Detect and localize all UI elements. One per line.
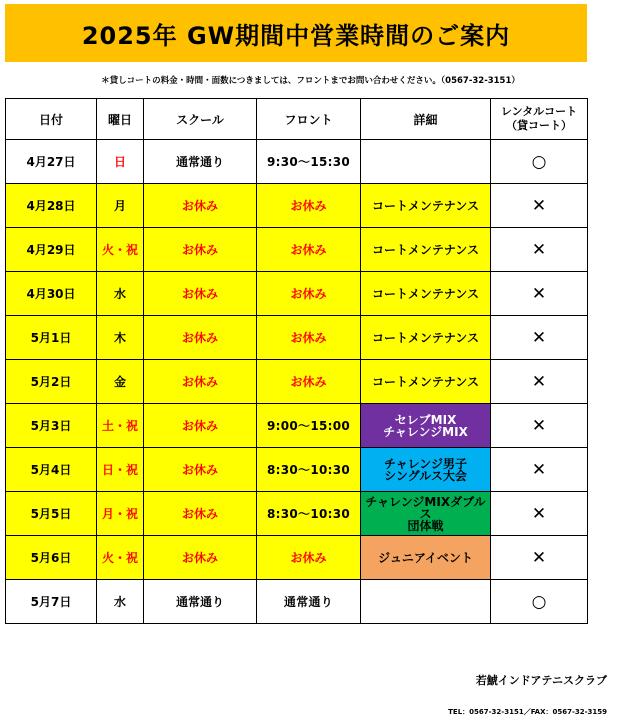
date-cell: 5月3日 xyxy=(6,404,97,448)
detail-line: チャレンジMIXダブルス xyxy=(365,494,486,521)
unavailable-cross-icon: ✕ xyxy=(531,239,547,260)
weekday-cell: 水 xyxy=(97,580,144,624)
weekday-cell: 月 xyxy=(97,184,144,228)
rental-court-cell xyxy=(491,228,588,272)
unavailable-cross-icon: ✕ xyxy=(531,195,547,216)
table-row xyxy=(6,448,588,492)
weekday-cell: 火・祝 xyxy=(97,536,144,580)
date-cell: 5月4日 xyxy=(6,448,97,492)
detail-line: セレブMIX xyxy=(394,412,457,427)
school-cell: お休み xyxy=(144,492,257,536)
rental-court-cell xyxy=(491,184,588,228)
rental-court-cell xyxy=(491,360,588,404)
school-cell: 通常通り xyxy=(144,140,257,184)
school-cell: お休み xyxy=(144,448,257,492)
front-cell: お休み xyxy=(257,536,361,580)
header-school: スクール xyxy=(144,99,257,140)
rental-court-cell xyxy=(491,492,588,536)
contact-tel-fax: TEL：0567-32-3151／FAX：0567-32-3159 xyxy=(448,708,607,716)
header-weekday: 曜日 xyxy=(97,99,144,140)
school-cell: お休み xyxy=(144,536,257,580)
school-cell: お休み xyxy=(144,316,257,360)
front-cell: 8:30～10:30 xyxy=(257,448,361,492)
header-rental-line1: レンタルコート xyxy=(500,105,578,118)
rental-court-cell xyxy=(491,580,588,624)
date-cell: 5月6日 xyxy=(6,536,97,580)
detail-cell xyxy=(361,404,491,448)
detail-line: コートメンテナンス xyxy=(372,242,479,257)
table-row xyxy=(6,360,588,404)
detail-line: コートメンテナンス xyxy=(372,330,479,345)
detail-cell xyxy=(361,580,491,624)
detail-line: ジュニアイベント xyxy=(378,550,473,565)
weekday-cell: 水 xyxy=(97,272,144,316)
front-cell: お休み xyxy=(257,228,361,272)
header-rental-line2: （貸コート） xyxy=(506,119,572,132)
front-cell: 通常通り xyxy=(257,580,361,624)
weekday-cell: 土・祝 xyxy=(97,404,144,448)
detail-cell xyxy=(361,140,491,184)
table-row xyxy=(6,536,588,580)
school-cell: お休み xyxy=(144,184,257,228)
front-cell: 9:00～15:00 xyxy=(257,404,361,448)
table-row xyxy=(6,580,588,624)
rental-court-cell xyxy=(491,140,588,184)
unavailable-cross-icon: ✕ xyxy=(531,459,547,480)
table-row xyxy=(6,228,588,272)
detail-line: チャレンジMIX xyxy=(383,424,468,439)
date-cell: 5月1日 xyxy=(6,316,97,360)
school-cell: お休み xyxy=(144,360,257,404)
front-cell: 8:30～10:30 xyxy=(257,492,361,536)
rental-court-cell xyxy=(491,272,588,316)
weekday-cell: 金 xyxy=(97,360,144,404)
detail-cell xyxy=(361,536,491,580)
page-title: 2025年 GW期間中営業時間のご案内 xyxy=(81,21,511,50)
rental-court-cell xyxy=(491,448,588,492)
date-cell: 5月2日 xyxy=(6,360,97,404)
table-row xyxy=(6,272,588,316)
detail-line: コートメンテナンス xyxy=(372,374,479,389)
detail-line: シングルス大会 xyxy=(384,468,467,483)
rental-court-cell xyxy=(491,536,588,580)
table-row xyxy=(6,140,588,184)
title-banner xyxy=(5,4,587,62)
weekday-cell: 火・祝 xyxy=(97,228,144,272)
date-cell: 5月7日 xyxy=(6,580,97,624)
front-cell: お休み xyxy=(257,272,361,316)
rental-court-cell xyxy=(491,316,588,360)
date-cell: 4月27日 xyxy=(6,140,97,184)
unavailable-cross-icon: ✕ xyxy=(531,371,547,392)
detail-line: 団体戦 xyxy=(407,518,444,533)
schedule-table xyxy=(5,98,588,624)
date-cell: 4月30日 xyxy=(6,272,97,316)
available-circle-icon: ○ xyxy=(531,151,547,172)
unavailable-cross-icon: ✕ xyxy=(531,503,547,524)
header-date: 日付 xyxy=(6,99,97,140)
table-header-row xyxy=(6,99,588,140)
school-cell: お休み xyxy=(144,228,257,272)
detail-cell xyxy=(361,448,491,492)
detail-cell xyxy=(361,492,491,536)
table-row xyxy=(6,404,588,448)
front-cell: お休み xyxy=(257,184,361,228)
date-cell: 4月29日 xyxy=(6,228,97,272)
unavailable-cross-icon: ✕ xyxy=(531,327,547,348)
notice-text: ＊貸しコートの料金・時間・面数につきましては、フロントまでお問い合わせください。（0567-32-3151） xyxy=(101,76,520,86)
table-row xyxy=(6,492,588,536)
table-row xyxy=(6,184,588,228)
detail-line: チャレンジ男子 xyxy=(383,456,468,471)
header-front: フロント xyxy=(257,99,361,140)
weekday-cell: 木 xyxy=(97,316,144,360)
detail-cell xyxy=(361,184,491,228)
header-rental-court xyxy=(491,99,588,140)
detail-line: コートメンテナンス xyxy=(372,198,479,213)
detail-cell xyxy=(361,360,491,404)
unavailable-cross-icon: ✕ xyxy=(531,415,547,436)
header-detail: 詳細 xyxy=(361,99,491,140)
date-cell: 5月5日 xyxy=(6,492,97,536)
club-name: 若鯱インドアテニスクラブ xyxy=(475,674,607,687)
school-cell: お休み xyxy=(144,404,257,448)
weekday-cell: 日・祝 xyxy=(97,448,144,492)
detail-cell xyxy=(361,228,491,272)
detail-cell xyxy=(361,272,491,316)
detail-cell xyxy=(361,316,491,360)
detail-line: コートメンテナンス xyxy=(372,286,479,301)
school-cell: お休み xyxy=(144,272,257,316)
school-cell: 通常通り xyxy=(144,580,257,624)
front-cell: お休み xyxy=(257,360,361,404)
table-row xyxy=(6,316,588,360)
rental-court-cell xyxy=(491,404,588,448)
weekday-cell: 月・祝 xyxy=(97,492,144,536)
date-cell: 4月28日 xyxy=(6,184,97,228)
unavailable-cross-icon: ✕ xyxy=(531,283,547,304)
available-circle-icon: ○ xyxy=(531,591,547,612)
unavailable-cross-icon: ✕ xyxy=(531,547,547,568)
front-cell: 9:30～15:30 xyxy=(257,140,361,184)
weekday-cell: 日 xyxy=(97,140,144,184)
front-cell: お休み xyxy=(257,316,361,360)
